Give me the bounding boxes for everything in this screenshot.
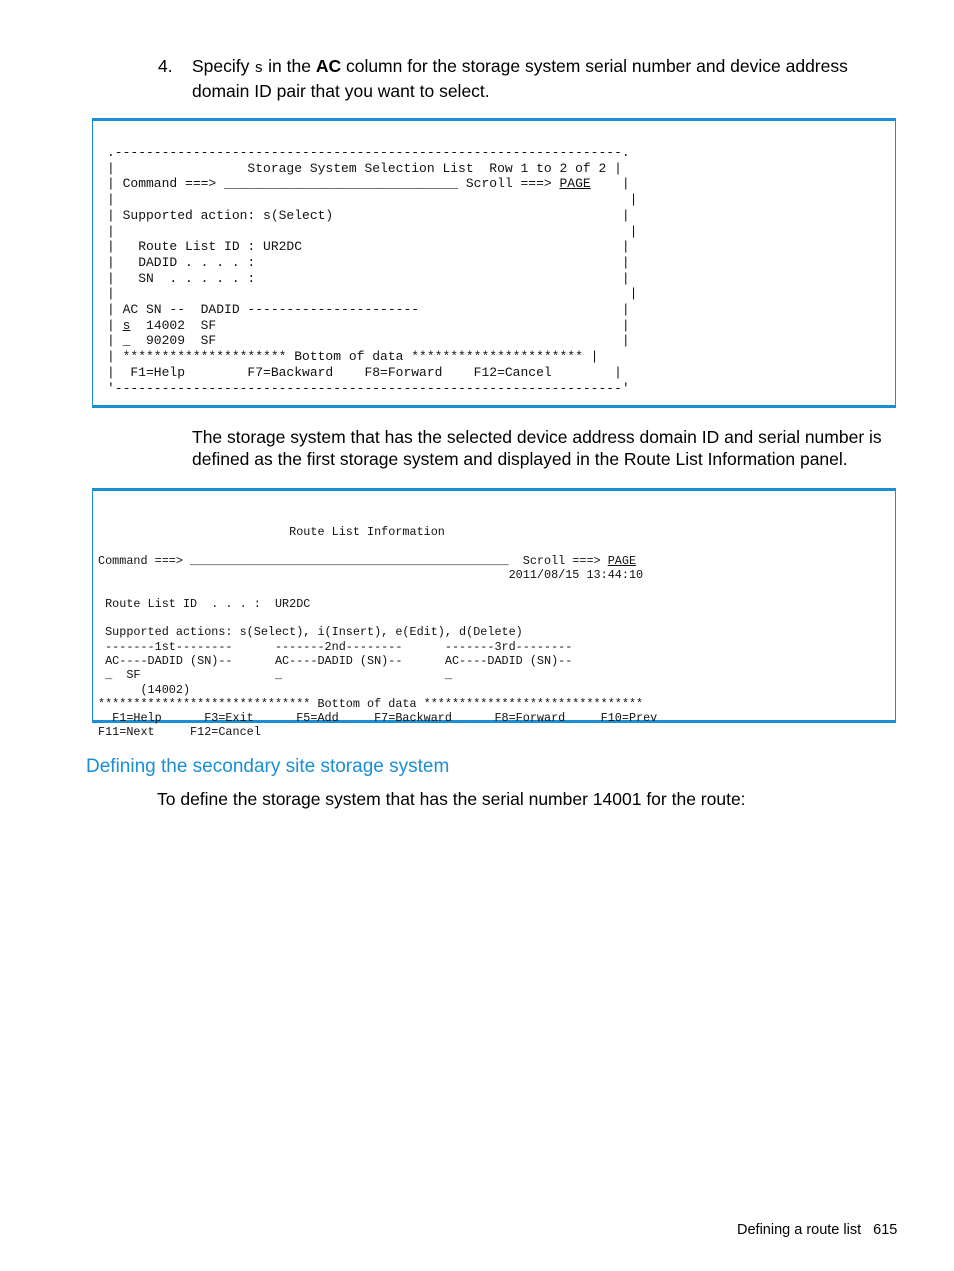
- ac-column-name: AC: [315, 56, 342, 76]
- panel1-line: | |: [107, 192, 638, 208]
- panel2-line: F11=Next F12=Cancel: [98, 725, 261, 740]
- terminal-screen-route-list-info: [98, 511, 657, 740]
- panel2-line: Route List Information: [98, 525, 445, 540]
- panel2-line: Route List ID . . . : UR2DC: [98, 596, 311, 611]
- paragraph: The storage system that has the selected device address domain ID and serial number is defined as the first storage system and displayed in the Route List Information panel.: [192, 427, 882, 469]
- panel1-line: '-----------------------------------------------------------------': [107, 380, 630, 396]
- panel1-line: | |: [107, 223, 638, 239]
- panel1-line: | _ 90209 SF |: [107, 333, 630, 349]
- step-text-part: Specify: [192, 56, 255, 76]
- panel1-line: | |: [107, 286, 638, 302]
- panel2-line: _ SF _ _: [98, 668, 452, 683]
- section-heading: Defining the secondary site storage system: [86, 756, 450, 777]
- panel2-line: (14002): [98, 682, 191, 697]
- panel1-line: | Command ===> ______________________________ Scroll ===> PAGE |: [107, 176, 630, 192]
- panel1-line: | DADID . . . . : |: [107, 254, 630, 270]
- step-number: 4.: [158, 56, 173, 76]
- panel1-line: | SN . . . . . : |: [107, 270, 630, 286]
- panel1-line: | s 14002 SF |: [107, 317, 630, 333]
- storage-system-selection-panel: [92, 118, 896, 408]
- panel2-line: -------1st-------- -------2nd-------- -------3rd--------: [98, 639, 573, 654]
- step-text-part: column for the storage system serial number and device address domain ID pair that you want to select.: [192, 56, 848, 101]
- panel2-line: 2011/08/15 13:44:10: [98, 568, 644, 583]
- step-text: [192, 55, 898, 102]
- page-footer: [737, 1222, 897, 1238]
- panel2-line: F1=Help F3=Exit F5=Add F7=Backward F8=Forward F10=Prev: [98, 711, 658, 726]
- step-text-part: in the: [263, 56, 316, 76]
- panel1-line: | Storage System Selection List Row 1 to 2 of 2 |: [107, 160, 622, 176]
- panel2-line: Supported actions: s(Select), i(Insert), e(Edit), d(Delete): [98, 625, 523, 640]
- panel1-line: | ********************* Bottom of data ********************** |: [107, 349, 599, 365]
- panel2-line: ****************************** Bottom of data *******************************: [98, 696, 644, 711]
- panel2-line: AC----DADID (SN)-- AC----DADID (SN)-- AC----DADID (SN)--: [98, 653, 573, 668]
- panel1-line: .-----------------------------------------------------------------.: [107, 145, 630, 160]
- page-number: 615: [873, 1222, 898, 1238]
- action-code: s: [254, 60, 264, 77]
- panel2-line: Command ===> _____________________________________________ Scroll ===> PAGE: [98, 553, 637, 568]
- panel1-line: | AC SN -- DADID ---------------------- |: [107, 302, 630, 318]
- panel1-line: | F1=Help F7=Backward F8=Forward F12=Cancel |: [107, 364, 622, 380]
- panel1-line: | Supported action: s(Select) |: [107, 207, 630, 223]
- terminal-screen-selection-list: [107, 145, 638, 396]
- intro-paragraph: To define the storage system that has the serial number 14001 for the route:: [157, 789, 746, 809]
- footer-section-title: Defining a route list: [737, 1222, 862, 1238]
- route-list-information-panel: [92, 488, 896, 740]
- panel1-line: | Route List ID : UR2DC |: [107, 239, 630, 255]
